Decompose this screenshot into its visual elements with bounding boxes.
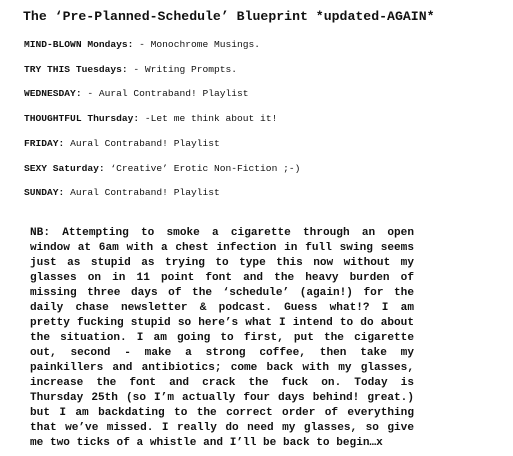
schedule-item-friday <box>24 138 220 149</box>
note-line: me two ticks of a whistle and I’ll be back to begin…x <box>30 437 383 449</box>
schedule-item-thursday <box>24 113 277 124</box>
note-line: but I am backdating to the correct order of everything <box>30 407 414 419</box>
schedule-day-text: - Writing Prompts. <box>127 64 238 75</box>
note-line: just as stupid as trying to type this now without my <box>30 257 414 269</box>
note-line: missing three days of the ‘schedule’ (again!) for the <box>30 287 414 299</box>
note-line: window at 6am with a chest infection in full swing seems <box>30 242 414 254</box>
note-line: painkillers and antibiotics; come back with my glasses, <box>30 362 414 374</box>
schedule-item-monday <box>24 39 260 50</box>
schedule-item-saturday <box>24 163 300 174</box>
schedule-item-wednesday <box>24 88 249 99</box>
note-line: the situation. I am going to first, put the cigarette <box>30 332 414 344</box>
schedule-item-tuesday <box>24 64 237 75</box>
schedule-day-label: THOUGHTFUL Thursday: <box>24 113 140 124</box>
schedule-day-label: FRIDAY: <box>24 138 65 149</box>
schedule-day-text: - Monochrome Musings. <box>133 39 261 50</box>
note-line: daily chase newsletter & podcast. Guess what!? I am <box>30 302 414 314</box>
note-line: glasses on in 11 point font and the heavy burden of <box>30 272 414 284</box>
note-line: increase the font and crack the fuck on. Today is <box>30 377 414 389</box>
schedule-day-text: - Aural Contraband! Playlist <box>81 88 249 99</box>
schedule-day-text: Aural Contraband! Playlist <box>64 187 220 198</box>
schedule-day-label: SUNDAY: <box>24 187 65 198</box>
schedule-day-text: Aural Contraband! Playlist <box>64 138 220 149</box>
page-title: The ‘Pre-Planned-Schedule’ Blueprint *updated-AGAIN* <box>23 9 435 24</box>
note-paragraph <box>30 226 414 451</box>
note-line: out, second - make a strong coffee, then take my <box>30 347 414 359</box>
schedule-day-label: WEDNESDAY: <box>24 88 82 99</box>
note-line: that we’ve missed. I really do need my glasses, so give <box>30 422 414 434</box>
schedule-item-sunday <box>24 187 220 198</box>
schedule-day-label: SEXY Saturday: <box>24 163 105 174</box>
schedule-day-label: TRY THIS Tuesdays: <box>24 64 128 75</box>
schedule-day-label: MIND-BLOWN Mondays: <box>24 39 134 50</box>
schedule-day-text: ‘Creative’ Erotic Non-Fiction ;-) <box>104 163 301 174</box>
note-line: pretty fucking stupid so here’s what I intend to do about <box>30 317 414 329</box>
note-line: NB: Attempting to smoke a cigarette through an open <box>30 227 414 239</box>
schedule-day-text: -Let me think about it! <box>139 113 278 124</box>
note-line: Thursday 25th (so I’m actually four days behind! great.) <box>30 392 414 404</box>
